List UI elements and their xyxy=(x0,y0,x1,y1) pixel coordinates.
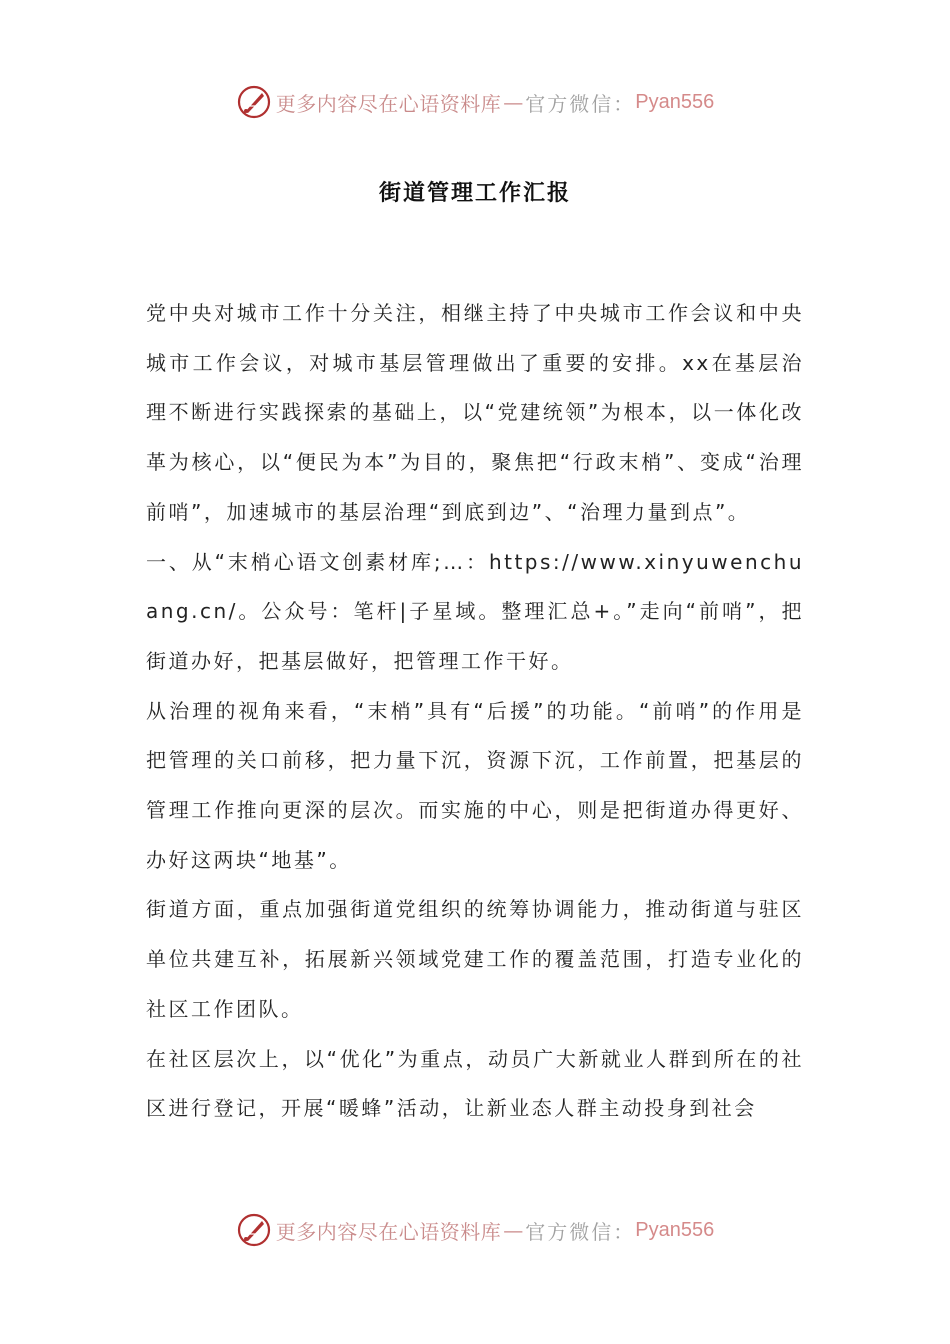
paragraph-2: 一、从“末梢心语文创素材库;…：https://www.xinyuwenchuang.cn/。公众号：笔杆|子星域。整理汇总+。”走向“前哨”，把街道办好，把基层做好，把管理工作干好。 xyxy=(146,549,804,673)
document-title: 街道管理工作汇报 xyxy=(378,181,571,206)
watermark-wechat-label: 官方微信： xyxy=(525,91,636,116)
quill-logo-icon xyxy=(236,84,272,120)
watermark-wechat-label: 官方微信： xyxy=(525,1219,636,1244)
watermark-wechat-id: Pyan556 xyxy=(635,1218,715,1241)
header-watermark xyxy=(0,80,950,124)
quill-logo-icon xyxy=(236,1212,272,1248)
footer-watermark xyxy=(0,1208,950,1252)
watermark-separator: — xyxy=(503,1218,524,1242)
paragraph-3: 从治理的视角来看，“末梢”具有“后援”的功能。“前哨”的作用是把管理的关口前移，把力量下沉，资源下沉，工作前置，把基层的管理工作推向更深的层次。而实施的中心，则是把街道办得更好、办好这两块“地基”。 xyxy=(146,698,804,872)
watermark-separator: — xyxy=(503,90,524,114)
paragraph-1: 党中央对城市工作十分关注，相继主持了中央城市工作会议和中央城市工作会议，对城市基层管理做出了重要的安排。xx在基层治理不断进行实践探索的基础上，以“党建统领”为根本，以一体化改革为核心，以“便民为本”为目的，聚焦把“行政末梢”、变成“治理前哨”，加速城市的基层治理“到底到边”、“治理力量到点”。 xyxy=(146,301,804,524)
document-body xyxy=(146,289,804,1134)
watermark-text: 更多内容尽在心语资料库 xyxy=(275,91,502,116)
paragraph-4: 街道方面，重点加强街道党组织的统筹协调能力，推动街道与驻区单位共建互补，拓展新兴领域党建工作的覆盖范围，打造专业化的社区工作团队。 xyxy=(146,897,804,1021)
watermark-text: 更多内容尽在心语资料库 xyxy=(275,1219,502,1244)
paragraph-5: 在社区层次上，以“优化”为重点，动员广大新就业人群到所在的社区进行登记，开展“暖蜂”活动，让新业态人群主动投身到社会 xyxy=(146,1046,804,1121)
watermark-wechat-id: Pyan556 xyxy=(635,90,715,113)
